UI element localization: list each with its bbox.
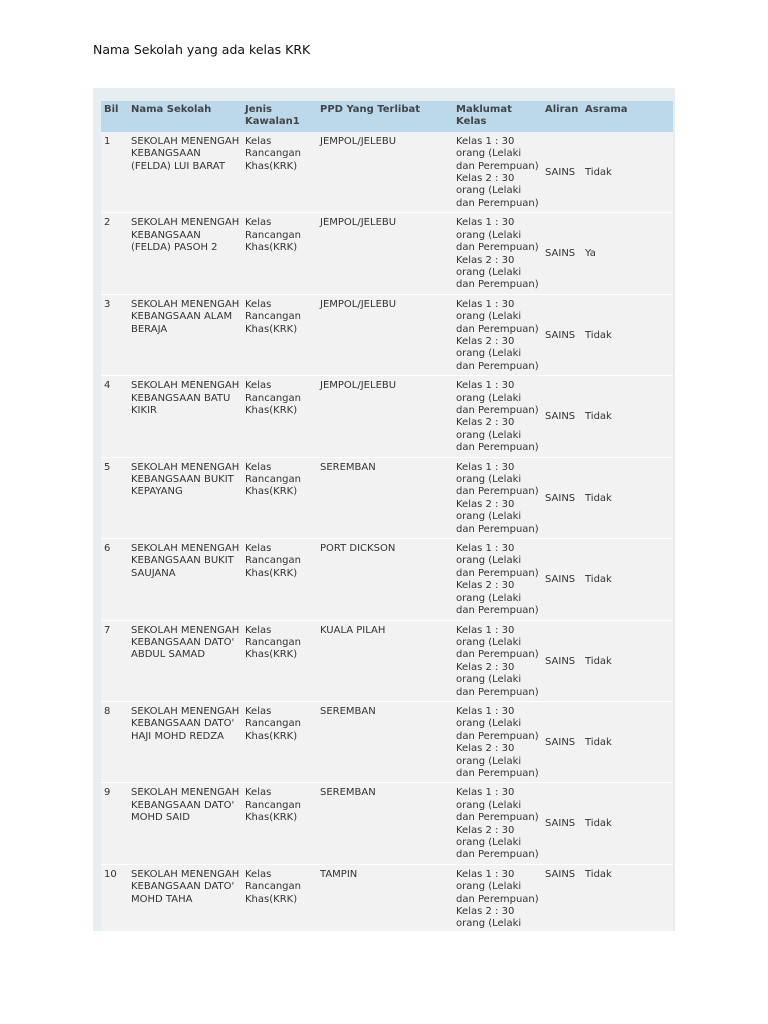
cell-ppd: SEREMBAN bbox=[317, 457, 453, 538]
cell-aliran: SAINS bbox=[542, 864, 582, 931]
cell-jenis-kawalan: Kelas Rancangan Khas(KRK) bbox=[242, 539, 317, 620]
cell-maklumat-kelas: Kelas 1 : 30 orang (Lelaki dan Perempuan) Kelas 2 : 30 orang (Lelaki dan Perempuan) bbox=[453, 783, 542, 864]
header-ppd: PPD Yang Terlibat bbox=[317, 101, 453, 132]
cell-aliran: SAINS bbox=[542, 376, 582, 457]
cell-jenis-kawalan: Kelas Rancangan Khas(KRK) bbox=[242, 294, 317, 375]
cell-ppd: SEREMBAN bbox=[317, 701, 453, 782]
cell-ppd: KUALA PILAH bbox=[317, 620, 453, 701]
cell-bil: 4 bbox=[101, 376, 128, 457]
cell-asrama: Tidak bbox=[582, 620, 673, 701]
cell-maklumat-kelas: Kelas 1 : 30 orang (Lelaki dan Perempuan) Kelas 2 : 30 orang (Lelaki dan Perempuan) bbox=[453, 213, 542, 294]
cell-bil: 6 bbox=[101, 539, 128, 620]
cell-maklumat-kelas: Kelas 1 : 30 orang (Lelaki dan Perempuan) Kelas 2 : 30 orang (Lelaki bbox=[453, 864, 542, 931]
cell-asrama: Tidak bbox=[582, 132, 673, 213]
cell-aliran: SAINS bbox=[542, 457, 582, 538]
cell-jenis-kawalan: Kelas Rancangan Khas(KRK) bbox=[242, 213, 317, 294]
cell-ppd: JEMPOL/JELEBU bbox=[317, 376, 453, 457]
cell-maklumat-kelas: Kelas 1 : 30 orang (Lelaki dan Perempuan) Kelas 2 : 30 orang (Lelaki dan Perempuan) bbox=[453, 294, 542, 375]
cell-asrama: Tidak bbox=[582, 376, 673, 457]
cell-asrama: Tidak bbox=[582, 539, 673, 620]
cell-bil: 5 bbox=[101, 457, 128, 538]
cell-ppd: JEMPOL/JELEBU bbox=[317, 294, 453, 375]
header-nama-sekolah: Nama Sekolah bbox=[128, 101, 242, 132]
cell-ppd: SEREMBAN bbox=[317, 783, 453, 864]
cell-maklumat-kelas: Kelas 1 : 30 orang (Lelaki dan Perempuan) Kelas 2 : 30 orang (Lelaki dan Perempuan) bbox=[453, 132, 542, 213]
cell-bil: 2 bbox=[101, 213, 128, 294]
school-table-panel bbox=[93, 88, 675, 931]
cell-bil: 7 bbox=[101, 620, 128, 701]
header-asrama: Asrama bbox=[582, 101, 673, 132]
cell-bil: 1 bbox=[101, 132, 128, 213]
cell-jenis-kawalan: Kelas Rancangan Khas(KRK) bbox=[242, 783, 317, 864]
page-title: Nama Sekolah yang ada kelas KRK bbox=[93, 42, 311, 57]
cell-jenis-kawalan: Kelas Rancangan Khas(KRK) bbox=[242, 620, 317, 701]
cell-jenis-kawalan: Kelas Rancangan Khas(KRK) bbox=[242, 701, 317, 782]
cell-nama-sekolah: SEKOLAH MENENGAH KEBANGSAAN DATO' ABDUL SAMAD bbox=[128, 620, 242, 701]
cell-bil: 10 bbox=[101, 864, 128, 931]
cell-aliran: SAINS bbox=[542, 294, 582, 375]
cell-nama-sekolah: SEKOLAH MENENGAH KEBANGSAAN DATO' MOHD SAID bbox=[128, 783, 242, 864]
cell-bil: 9 bbox=[101, 783, 128, 864]
table-row bbox=[101, 620, 673, 701]
cell-aliran: SAINS bbox=[542, 539, 582, 620]
cell-nama-sekolah: SEKOLAH MENENGAH KEBANGSAAN ALAM BERAJA bbox=[128, 294, 242, 375]
table-row bbox=[101, 132, 673, 213]
cell-bil: 3 bbox=[101, 294, 128, 375]
cell-aliran: SAINS bbox=[542, 620, 582, 701]
cell-nama-sekolah: SEKOLAH MENENGAH KEBANGSAAN DATO' HAJI MOHD REDZA bbox=[128, 701, 242, 782]
cell-nama-sekolah: SEKOLAH MENENGAH KEBANGSAAN (FELDA) PASOH 2 bbox=[128, 213, 242, 294]
cell-maklumat-kelas: Kelas 1 : 30 orang (Lelaki dan Perempuan) Kelas 2 : 30 orang (Lelaki dan Perempuan) bbox=[453, 457, 542, 538]
cell-aliran: SAINS bbox=[542, 783, 582, 864]
cell-ppd: PORT DICKSON bbox=[317, 539, 453, 620]
table-row bbox=[101, 864, 673, 931]
header-maklumat-kelas: Maklumat Kelas bbox=[453, 101, 542, 132]
cell-ppd: JEMPOL/JELEBU bbox=[317, 132, 453, 213]
cell-jenis-kawalan: Kelas Rancangan Khas(KRK) bbox=[242, 376, 317, 457]
header-jenis-kawalan: Jenis Kawalan1 bbox=[242, 101, 317, 132]
cell-aliran: SAINS bbox=[542, 701, 582, 782]
cell-aliran: SAINS bbox=[542, 132, 582, 213]
cell-bil: 8 bbox=[101, 701, 128, 782]
cell-nama-sekolah: SEKOLAH MENENGAH KEBANGSAAN BUKIT SAUJANA bbox=[128, 539, 242, 620]
header-bil: Bil bbox=[101, 101, 128, 132]
table-row bbox=[101, 701, 673, 782]
cell-maklumat-kelas: Kelas 1 : 30 orang (Lelaki dan Perempuan) Kelas 2 : 30 orang (Lelaki dan Perempuan) bbox=[453, 620, 542, 701]
cell-ppd: TAMPIN bbox=[317, 864, 453, 931]
cell-nama-sekolah: SEKOLAH MENENGAH KEBANGSAAN DATO' MOHD TAHA bbox=[128, 864, 242, 931]
cell-jenis-kawalan: Kelas Rancangan Khas(KRK) bbox=[242, 864, 317, 931]
cell-maklumat-kelas: Kelas 1 : 30 orang (Lelaki dan Perempuan) Kelas 2 : 30 orang (Lelaki dan Perempuan) bbox=[453, 539, 542, 620]
cell-jenis-kawalan: Kelas Rancangan Khas(KRK) bbox=[242, 457, 317, 538]
cell-aliran: SAINS bbox=[542, 213, 582, 294]
table-body bbox=[101, 132, 673, 931]
cell-asrama: Tidak bbox=[582, 294, 673, 375]
table-row bbox=[101, 376, 673, 457]
cell-asrama: Tidak bbox=[582, 864, 673, 931]
table-row bbox=[101, 783, 673, 864]
cell-asrama: Tidak bbox=[582, 701, 673, 782]
table-header-row bbox=[101, 101, 673, 132]
table-row bbox=[101, 213, 673, 294]
cell-nama-sekolah: SEKOLAH MENENGAH KEBANGSAAN BUKIT KEPAYANG bbox=[128, 457, 242, 538]
cell-asrama: Tidak bbox=[582, 783, 673, 864]
cell-nama-sekolah: SEKOLAH MENENGAH KEBANGSAAN (FELDA) LUI BARAT bbox=[128, 132, 242, 213]
table-row bbox=[101, 457, 673, 538]
header-aliran: Aliran bbox=[542, 101, 582, 132]
cell-nama-sekolah: SEKOLAH MENENGAH KEBANGSAAN BATU KIKIR bbox=[128, 376, 242, 457]
cell-maklumat-kelas: Kelas 1 : 30 orang (Lelaki dan Perempuan) Kelas 2 : 30 orang (Lelaki dan Perempuan) bbox=[453, 376, 542, 457]
table-row bbox=[101, 539, 673, 620]
cell-ppd: JEMPOL/JELEBU bbox=[317, 213, 453, 294]
table-row bbox=[101, 294, 673, 375]
cell-asrama: Tidak bbox=[582, 457, 673, 538]
cell-jenis-kawalan: Kelas Rancangan Khas(KRK) bbox=[242, 132, 317, 213]
school-table bbox=[101, 101, 673, 931]
cell-maklumat-kelas: Kelas 1 : 30 orang (Lelaki dan Perempuan) Kelas 2 : 30 orang (Lelaki dan Perempuan) bbox=[453, 701, 542, 782]
cell-asrama: Ya bbox=[582, 213, 673, 294]
